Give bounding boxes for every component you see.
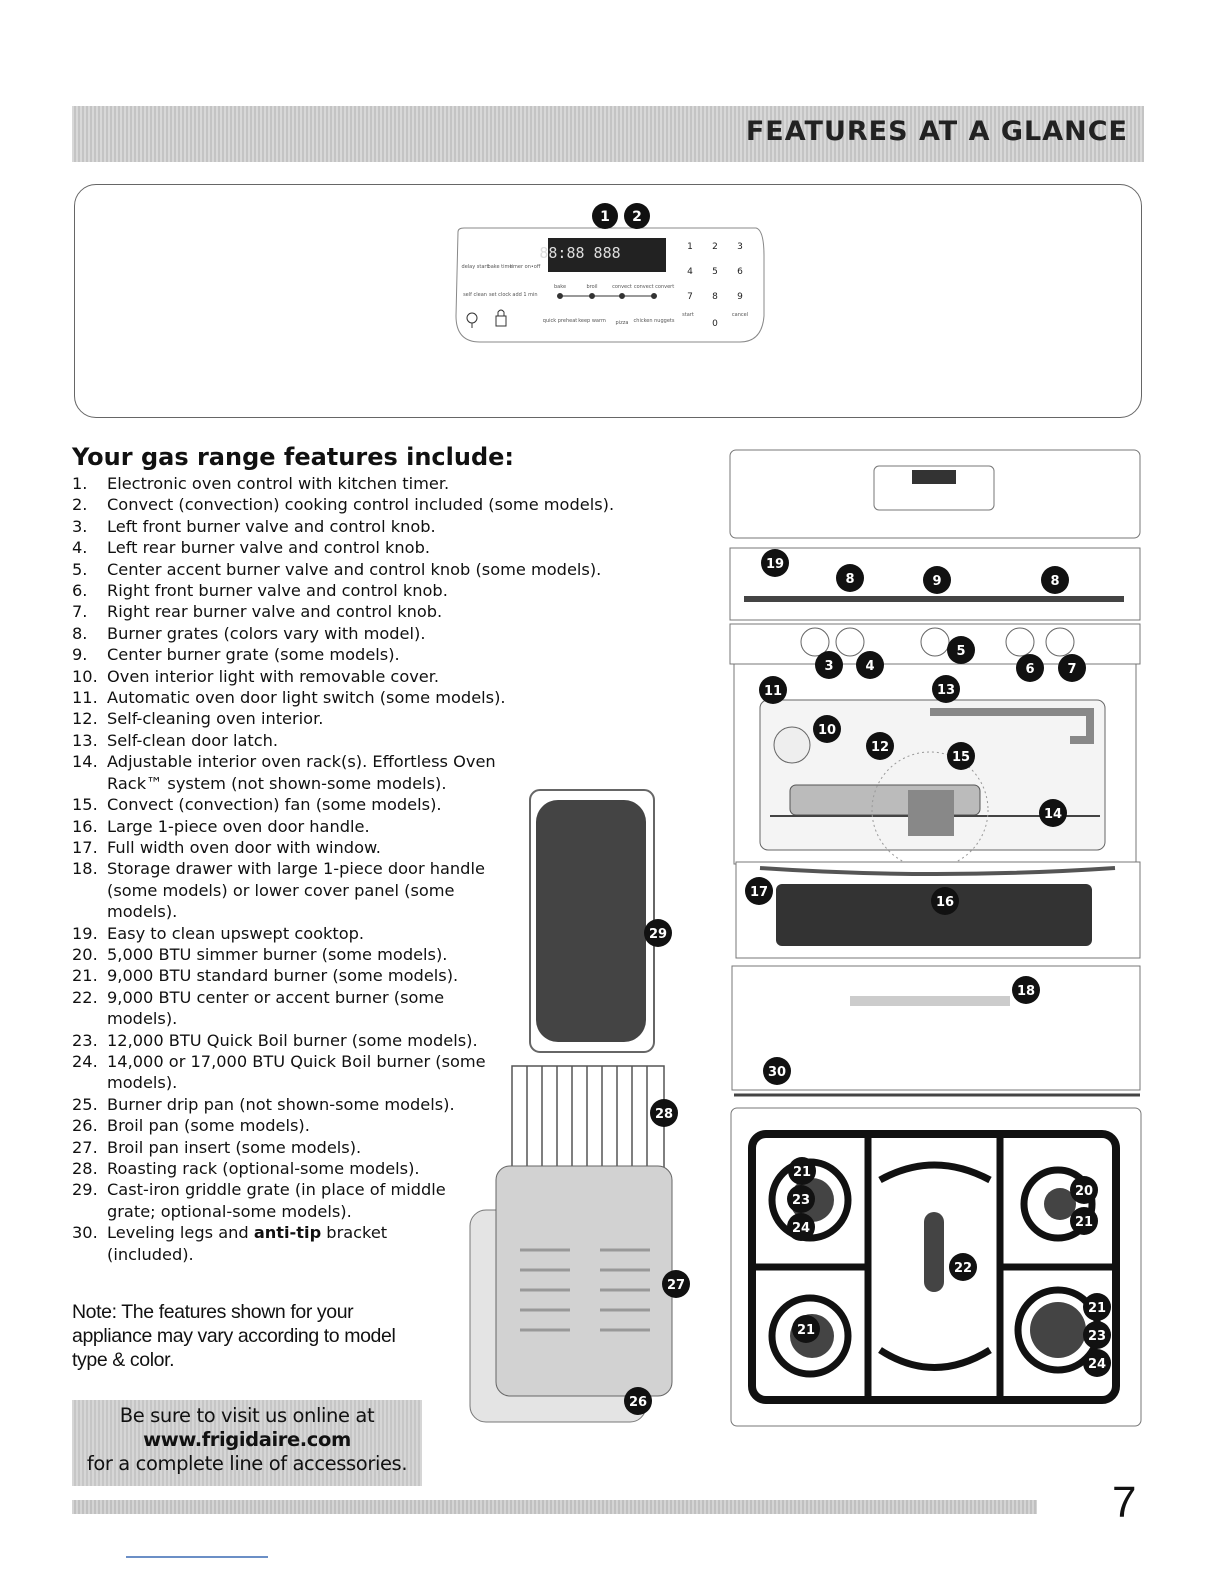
svg-text:21: 21 (1074, 1215, 1094, 1230)
list-item: 23. 12,000 BTU Quick Boil burner (some models). (72, 1030, 478, 1050)
list-item: 7. Right rear burner valve and control knob. (72, 602, 443, 622)
key-start[interactable]: start (682, 312, 694, 318)
svg-text:8: 8 (1050, 574, 1060, 589)
key-bake[interactable]: bake (553, 284, 567, 290)
callout-8 (836, 564, 864, 592)
callout-5 (947, 636, 975, 664)
svg-text:22: 22 (953, 1261, 973, 1276)
svg-text:21: 21 (792, 1165, 812, 1180)
callout-28 (650, 1099, 678, 1127)
key-add-1-min[interactable]: add 1 min (512, 292, 538, 298)
svg-text:21: 21 (1087, 1301, 1107, 1316)
callout-24 (1083, 1349, 1111, 1377)
svg-text:8: 8 (845, 572, 855, 587)
display-digits: 88:88 888 (539, 244, 621, 262)
key-bake-time[interactable]: bake time (487, 264, 513, 270)
list-item: 11. Automatic oven door light switch (some models). (72, 688, 506, 708)
callout-24 (787, 1213, 815, 1241)
key-keep-warm[interactable]: keep warm (578, 318, 606, 324)
callout-10 (813, 715, 841, 743)
callout-20 (1070, 1176, 1098, 1204)
svg-text:28: 28 (654, 1107, 674, 1122)
model-note: Note: The features shown for your appliance may vary according to model type & color. (72, 1301, 396, 1371)
list-item: 12. Self-cleaning oven interior. (72, 709, 324, 729)
svg-text:6: 6 (1025, 662, 1035, 677)
page-title: FEATURES AT A GLANCE (745, 116, 1128, 147)
list-item: 1. Electronic oven control with kitchen timer. (72, 474, 450, 493)
key-cancel[interactable]: cancel (731, 312, 749, 318)
key-set-clock[interactable]: set clock (488, 292, 512, 298)
callout-17 (745, 877, 773, 905)
callout-19 (761, 549, 789, 577)
svg-text:12: 12 (870, 740, 890, 755)
key-pizza[interactable]: pizza (615, 320, 629, 326)
svg-text:26: 26 (628, 1395, 648, 1410)
list-item: 17. Full width oven door with window. (72, 837, 381, 857)
callout-16 (931, 887, 959, 915)
list-item: 10. Oven interior light with removable cover. (72, 666, 440, 686)
callout-21 (1070, 1207, 1098, 1235)
callout-18 (1012, 976, 1040, 1004)
svg-text:19: 19 (765, 557, 785, 572)
list-item: 29. Cast-iron griddle grate (in place of middle grate; optional-some models). (72, 1180, 446, 1221)
svg-text:9: 9 (932, 574, 942, 589)
list-item: 2. Convect (convection) cooking control included (some models). (72, 495, 615, 515)
numpad-3[interactable]: 3 (737, 242, 743, 252)
key-convect[interactable]: convect (612, 284, 632, 290)
svg-text:29: 29 (648, 927, 668, 942)
callout-15 (947, 742, 975, 770)
numpad-1[interactable]: 1 (687, 242, 693, 252)
callout-4 (856, 651, 884, 679)
svg-text:14: 14 (1043, 807, 1063, 822)
callout-23 (1083, 1321, 1111, 1349)
numpad-8[interactable]: 8 (712, 292, 718, 302)
visit-line-1: Be sure to visit us online at (119, 1404, 375, 1427)
list-item: 18. Storage drawer with large 1-piece door handle (some models) or lower cover panel (some models). (72, 859, 485, 922)
key-chicken-nuggets[interactable]: chicken nuggets (633, 318, 675, 324)
svg-text:4: 4 (865, 659, 875, 674)
page-number: 7 (1112, 1478, 1137, 1527)
list-item: 25. Burner drip pan (not shown-some models). (72, 1094, 455, 1114)
callout-27 (662, 1270, 690, 1298)
key-broil[interactable]: broil (586, 284, 598, 290)
callout-22 (949, 1253, 977, 1281)
list-item: 6. Right front burner valve and control knob. (72, 581, 448, 601)
key-timer[interactable]: timer on•off (509, 264, 541, 270)
list-item: 9. Center burner grate (some models). (72, 645, 400, 665)
list-item: 4. Left rear burner valve and control knob. (72, 538, 430, 558)
callout-6 (1016, 654, 1044, 682)
callout-26 (624, 1387, 652, 1415)
visit-line-3: for a complete line of accessories. (86, 1452, 408, 1475)
svg-text:7: 7 (1067, 662, 1077, 677)
svg-text:17: 17 (749, 885, 769, 900)
callout-30 (763, 1057, 791, 1085)
svg-text:1: 1 (600, 209, 610, 225)
svg-text:23: 23 (791, 1193, 811, 1208)
list-item: 19. Easy to clean upswept cooktop. (72, 923, 365, 943)
svg-text:10: 10 (817, 723, 837, 738)
list-item: 24. 14,000 or 17,000 BTU Quick Boil burner (some models). (72, 1051, 486, 1093)
callout-8 (1041, 566, 1069, 594)
svg-text:30: 30 (767, 1065, 787, 1080)
callout-21 (792, 1315, 820, 1343)
bottom-rule (126, 1556, 268, 1558)
svg-text:15: 15 (951, 750, 971, 765)
svg-text:27: 27 (666, 1278, 686, 1293)
numpad-5[interactable]: 5 (712, 267, 718, 277)
list-item: 26. Broil pan (some models). (72, 1116, 310, 1136)
callout-11 (759, 676, 787, 704)
list-item: 21. 9,000 BTU standard burner (some models). (72, 966, 459, 986)
footer-bar (72, 1500, 1037, 1514)
svg-text:20: 20 (1074, 1184, 1094, 1199)
list-item: 20. 5,000 BTU simmer burner (some models). (72, 944, 448, 964)
list-item: 22. 9,000 BTU center or accent burner (some models). (72, 987, 445, 1029)
svg-text:16: 16 (935, 895, 955, 910)
list-item: 28. Roasting rack (optional-some models). (72, 1159, 420, 1178)
svg-text:11: 11 (763, 684, 783, 699)
key-delay-start[interactable]: delay start (461, 264, 489, 270)
callout-13 (932, 675, 960, 703)
svg-text:3: 3 (824, 659, 834, 674)
svg-text:5: 5 (956, 644, 966, 659)
callout-3 (815, 651, 843, 679)
numpad-6[interactable]: 6 (737, 267, 743, 277)
features-heading: Your gas range features include: (72, 443, 515, 471)
numpad-2[interactable]: 2 (712, 242, 718, 252)
numpad-9[interactable]: 9 (737, 292, 743, 302)
callout-29 (644, 919, 672, 947)
numpad-4[interactable]: 4 (687, 267, 693, 277)
list-item: 13. Self-clean door latch. (72, 730, 279, 750)
numpad-0[interactable]: 0 (712, 319, 718, 329)
svg-text:18: 18 (1016, 984, 1036, 999)
list-item: 5. Center accent burner valve and control knob (some models). (72, 559, 602, 579)
callout-21 (788, 1157, 816, 1185)
svg-text:23: 23 (1087, 1329, 1107, 1344)
website-link[interactable]: www.frigidaire.com (143, 1428, 351, 1451)
callout-12 (866, 732, 894, 760)
svg-text:2: 2 (632, 209, 642, 225)
callout-7 (1058, 654, 1086, 682)
list-item: 16. Large 1-piece oven door handle. (72, 816, 370, 836)
svg-text:24: 24 (1087, 1357, 1107, 1372)
key-quick-preheat[interactable]: quick preheat (542, 318, 578, 324)
key-convect-convert[interactable]: convect convert (633, 284, 675, 290)
list-item: 15. Convect (convection) fan (some models). (72, 795, 442, 815)
list-item: 30. Leveling legs and anti-tip bracket (included). (72, 1223, 388, 1264)
list-item: 8. Burner grates (colors vary with model). (72, 623, 426, 643)
svg-text:24: 24 (791, 1221, 811, 1236)
svg-text:13: 13 (936, 683, 956, 698)
callout-21 (1083, 1293, 1111, 1321)
numpad-7[interactable]: 7 (687, 292, 693, 302)
callout-9 (923, 566, 951, 594)
callout-14 (1039, 799, 1067, 827)
key-self-clean[interactable]: self clean (463, 292, 487, 298)
list-item: 14. Adjustable interior oven rack(s). Effortless Oven Rack™ system (not shown-some models). (72, 752, 496, 793)
svg-text:21: 21 (796, 1323, 816, 1338)
list-item: 27. Broil pan insert (some models). (72, 1137, 362, 1157)
list-item: 3. Left front burner valve and control knob. (72, 516, 436, 536)
callout-23 (787, 1185, 815, 1213)
